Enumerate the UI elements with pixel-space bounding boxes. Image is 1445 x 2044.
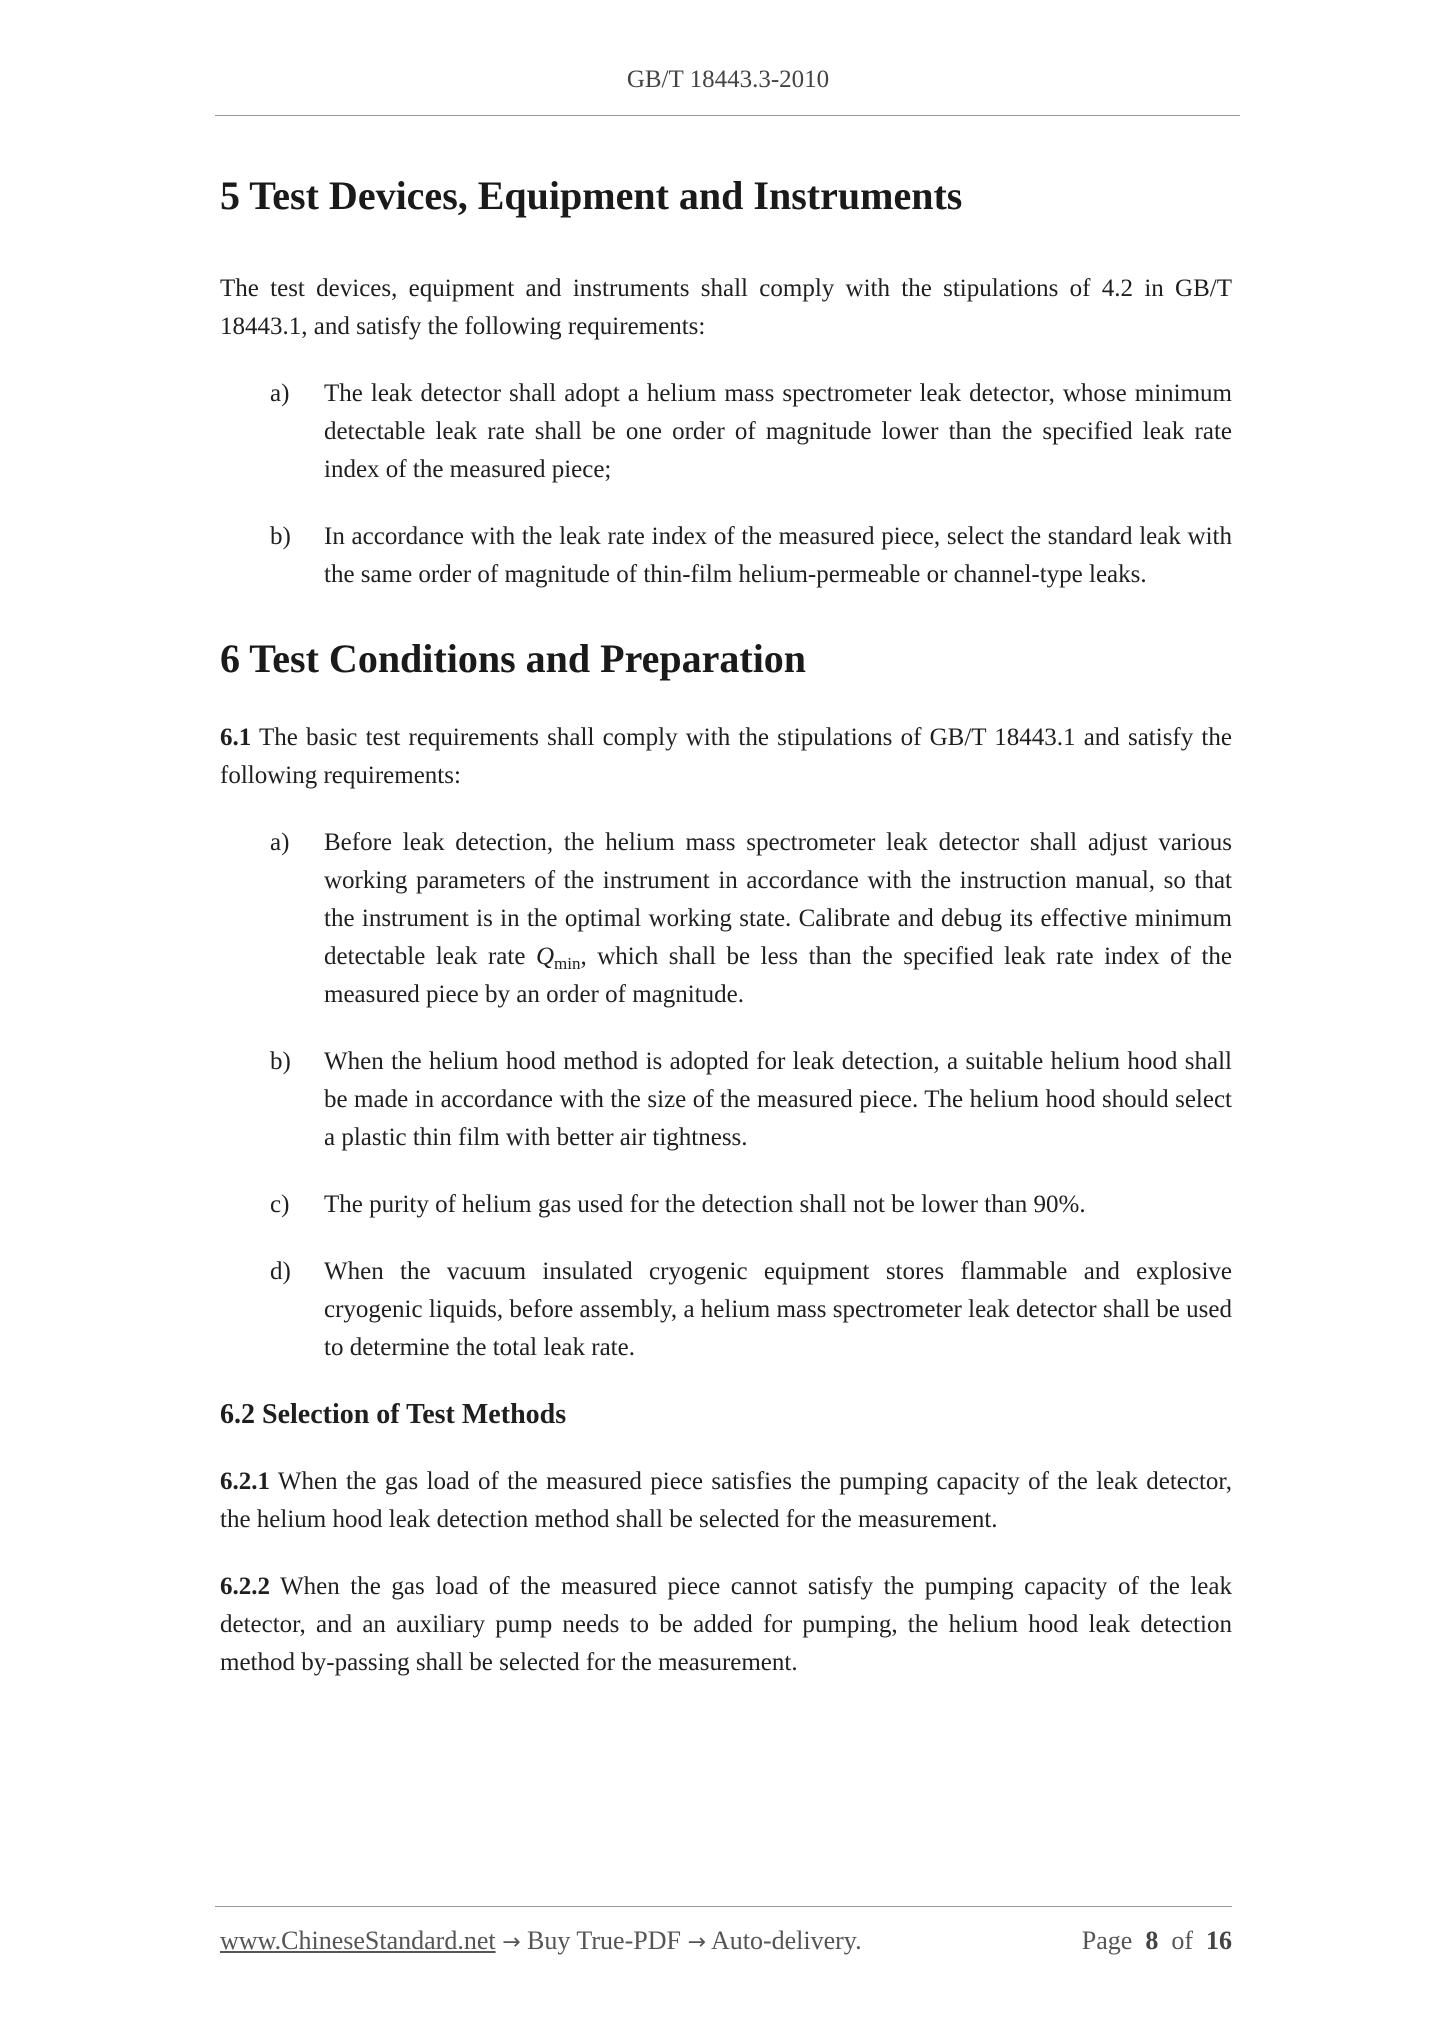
list-text: The purity of helium gas used for the detection shall not be lower than 90%. — [324, 1191, 1086, 1218]
section-5-intro: The test devices, equipment and instruments shall comply with the stipulations of 4.2 in GB/T 18443.1, and satisfy the following requirements: — [220, 275, 1232, 340]
clause-text: The basic test requirements shall comply with the stipulations of GB/T 18443.1 and satisfy the following requirements: — [220, 724, 1232, 789]
section-5-list — [220, 375, 1232, 594]
list-item — [220, 1186, 1232, 1224]
clause-number: 6.1 — [220, 724, 252, 751]
list-item — [220, 1253, 1232, 1367]
running-header: GB/T 18443.3-2010 — [626, 66, 830, 93]
delivery-text: Auto-delivery. — [710, 1926, 862, 1955]
clause-6-2-1 — [220, 1463, 1232, 1539]
clause-number: 6.2.2 — [220, 1573, 270, 1601]
arrow-right-icon: → — [502, 1930, 521, 1955]
list-item — [220, 1043, 1232, 1157]
symbol-q: Q — [535, 943, 554, 970]
list-marker: d) — [270, 1258, 291, 1285]
section-5-title: 5 Test Devices, Equipment and Instruments — [220, 173, 963, 218]
list-item — [220, 824, 1232, 1014]
list-text: In accordance with the leak rate index of the measured piece, select the standard leak with the same order of magnitude of thin-film helium-permeable or channel-type leaks. — [324, 523, 1232, 588]
subsection-6-2-title: 6.2 Selection of Test Methods — [220, 1399, 567, 1430]
footer-rule — [215, 1906, 1232, 1907]
page-number: Page 8 of 16 — [1081, 1926, 1232, 1955]
document-body — [220, 172, 1232, 1682]
clause-6-1 — [220, 719, 1232, 795]
list-item — [220, 518, 1232, 594]
clause-6-2-2 — [220, 1568, 1232, 1682]
page-footer — [220, 1926, 1232, 1956]
list-text: When the vacuum insulated cryogenic equipment stores flammable and explosive cryogenic liquids, before assembly, a helium mass spectrometer leak detector shall be used to determine the total leak rate. — [324, 1258, 1232, 1361]
list-marker: b) — [270, 1048, 291, 1075]
list-text: Before leak detection, the helium mass spectrometer leak detector shall adjust various working parameters of the instrument in accordance with the instruction manual, so that the instrument is in the optimal working state. Calibrate and debug its effective minimum detectable leak rate $Q_{min}$, which shall be less than the specified leak rate index of the measured piece by an order of magnitude. — [324, 829, 1232, 1008]
list-item — [220, 375, 1232, 489]
list-marker: a) — [270, 829, 290, 856]
list-marker: b) — [270, 523, 291, 550]
clause-text: When the gas load of the measured piece cannot satisfy the pumping capacity of the leak detector, and an auxiliary pump needs to be added for pumping, the helium hood leak detection method by-passing shall be selected for the measurement. — [220, 1573, 1232, 1677]
list-text: The leak detector shall adopt a helium mass spectrometer leak detector, whose minimum detectable leak rate shall be one order of magnitude lower than the specified leak rate index of the measured piece; — [324, 380, 1232, 483]
clause-number: 6.2.1 — [220, 1468, 270, 1496]
current-page: 8 — [1145, 1926, 1159, 1955]
site-link[interactable]: www.ChineseStandard.net — [220, 1926, 496, 1955]
list-text: When the helium hood method is adopted for leak detection, a suitable helium hood shall be made in accordance with the size of the measured piece. The helium hood should select a plastic thin film with better air tightness. — [324, 1048, 1232, 1151]
clause-text: When the gas load of the measured piece satisfies the pumping capacity of the leak detector, the helium hood leak detection method shall be selected for the measurement. — [220, 1468, 1232, 1534]
total-pages: 16 — [1206, 1926, 1232, 1955]
section-6-1-list — [220, 824, 1232, 1367]
section-6-title: 6 Test Conditions and Preparation — [220, 636, 807, 681]
list-marker: a) — [270, 380, 290, 407]
list-marker: c) — [270, 1191, 290, 1218]
symbol-subscript: min — [554, 954, 581, 973]
buy-pdf-text: Buy True-PDF — [527, 1926, 681, 1955]
arrow-right-icon: → — [687, 1930, 706, 1955]
header-rule — [215, 115, 1240, 116]
